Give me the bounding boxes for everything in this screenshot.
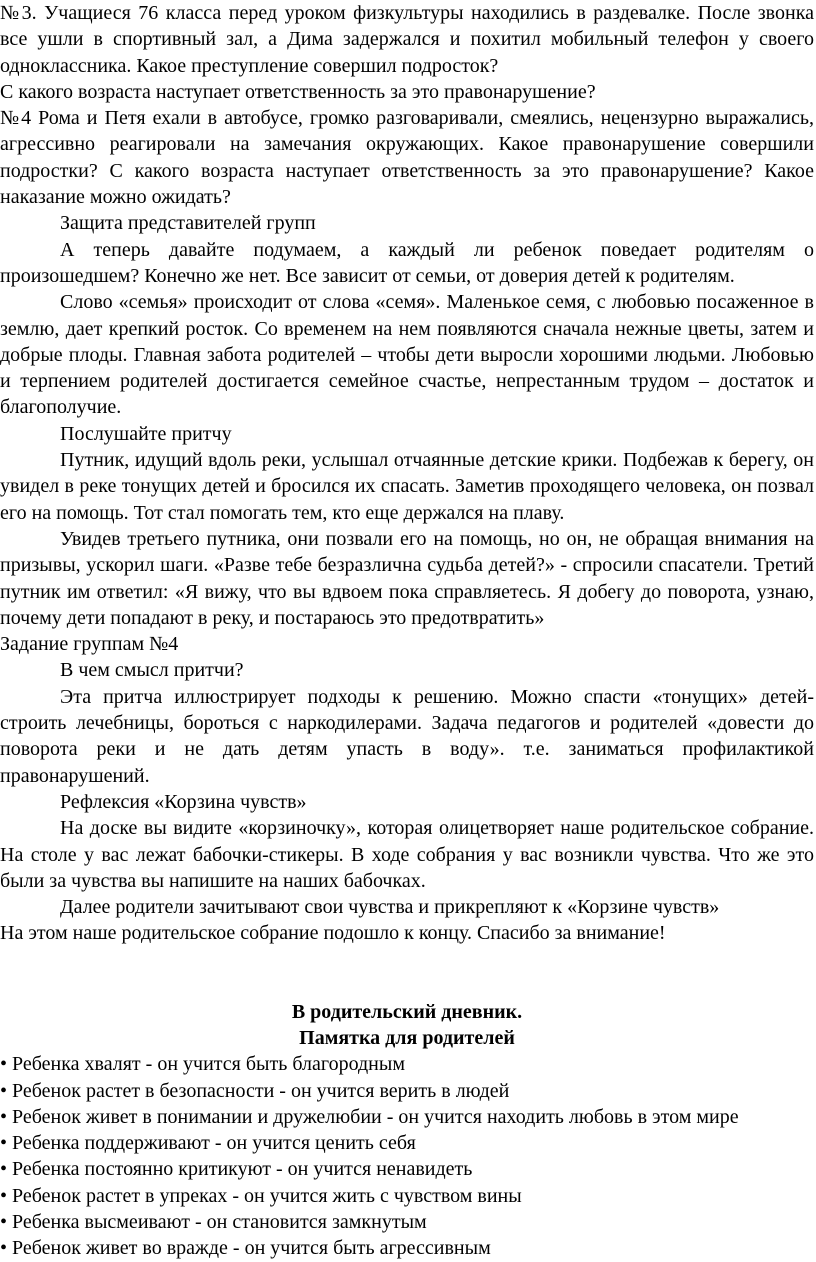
memo-list-item: • Ребенок растет в упреках - он учится жить с чувством вины	[0, 1184, 522, 1207]
reflection-paragraph: А теперь давайте подумаем, а каждый ли ребенок поведает родителям о произошедшем? Конечно же нет. Все зависит от семьи, от доверия детей к родителям.	[0, 238, 814, 287]
memo-title-line-2: Памятка для родителей	[299, 1026, 515, 1049]
family-paragraph: Слово «семья» происходит от слова «семя». Маленькое семя, с любовью посаженное в землю, дает крепкий росток. Со временем на нем появляются сначала нежные цветы, затем и добрые плоды. Главная забота родителей – чтобы дети выросли хорошими людьми. Любовью и терпением родителей достигается семейное счастье, непрестанным трудом – достаток и благополучие.	[0, 291, 814, 419]
task-4-paragraph: №4 Рома и Петя ехали в автобусе, громко разговаривали, смеялись, нецензурно выражались, агрессивно реагировали на замечания окружающих. Какое правонарушение совершили подростки? С какого возраста наступает ответственность за это правонарушение? Какое наказание можно ожидать?	[0, 107, 814, 209]
parable-paragraph-2: Увидев третьего путника, они позвали его на помощь, но он, не обращая внимания на призывы, ускорил шаги. «Разве тебе безразлична судьба детей?» - спросили спасатели. Третий путник им ответил: «Я вижу, что вы вдвоем пока справляетесь. Я добегу до поворота, узнаю, почему дети попадают в реку, и постараюсь это предотвратить»	[0, 527, 814, 629]
memo-list-item: • Ребенка поддерживают - он учится ценить себя	[0, 1132, 416, 1155]
closing-paragraph: На этом наше родительское собрание подошло к концу. Спасибо за внимание!	[0, 922, 666, 945]
memo-list-item: • Ребенка постоянно критикуют - он учится ненавидеть	[0, 1158, 473, 1181]
memo-list	[0, 1051, 814, 1261]
basket-followup: Далее родители зачитывают свои чувства и прикрепляют к «Корзине чувств»	[60, 896, 720, 919]
parable-heading: Послушайте притчу	[60, 422, 232, 445]
memo-list-item: • Ребенка высмеивают - он становится замкнутым	[0, 1211, 427, 1234]
memo-list-item: • Ребенок живет в понимании и дружелюбии - он учится находить любовь в этом мире	[0, 1105, 739, 1128]
parable-paragraph-1: Путник, идущий вдоль реки, услышал отчаянные детские крики. Подбежав к берегу, он увидел в реке тонущих детей и бросился их спасать. Заметив проходящего человека, он позвал его на помощь. Тот стал помогать тем, кто еще держался на плаву.	[0, 449, 814, 524]
memo-list-item: • Ребенка хвалят - он учится быть благородным	[0, 1053, 405, 1076]
memo-title-line-1: В родительский дневник.	[291, 1000, 523, 1023]
parable-meaning-question: В чем смысл притчи?	[60, 659, 244, 682]
memo-list-item: • Ребенок растет в безопасности - он учится верить в людей	[0, 1079, 510, 1102]
basket-paragraph: На доске вы видите «корзиночку», которая олицетворяет наше родительское собрание. На столе у вас лежат бабочки-стикеры. В ходе собрания у вас возникли чувства. Что же это были за чувства вы напишите на наших бабочках.	[0, 817, 814, 892]
task-3-question: С какого возраста наступает ответственность за это правонарушение?	[0, 80, 596, 103]
parable-meaning-paragraph: Эта притча иллюстрирует подходы к решению. Можно спасти «тонущих» детей- строить лечебницы, бороться с наркодилерами. Задача педагогов и родителей «довести до поворота реки и не дать детям упасть в воду». т.е. заниматься профилактикой правонарушений.	[0, 685, 814, 787]
memo-list-item: • Ребенок живет во вражде - он учится быть агрессивным	[0, 1237, 491, 1260]
section-spacer	[0, 947, 814, 999]
task-3-paragraph: №3. Учащиеся 76 класса перед уроком физкультуры находились в раздевалке. После звонка все ушли в спортивный зал, а Дима задержался и похитил мобильный телефон у своего одноклассника. Какое преступление совершил подросток?	[0, 2, 814, 77]
reflection-heading: Рефлексия «Корзина чувств»	[60, 790, 307, 813]
group-defense-heading: Защита представителей групп	[60, 212, 316, 235]
group-task-heading: Задание группам №4	[0, 633, 179, 656]
parent-memo	[0, 999, 814, 1262]
